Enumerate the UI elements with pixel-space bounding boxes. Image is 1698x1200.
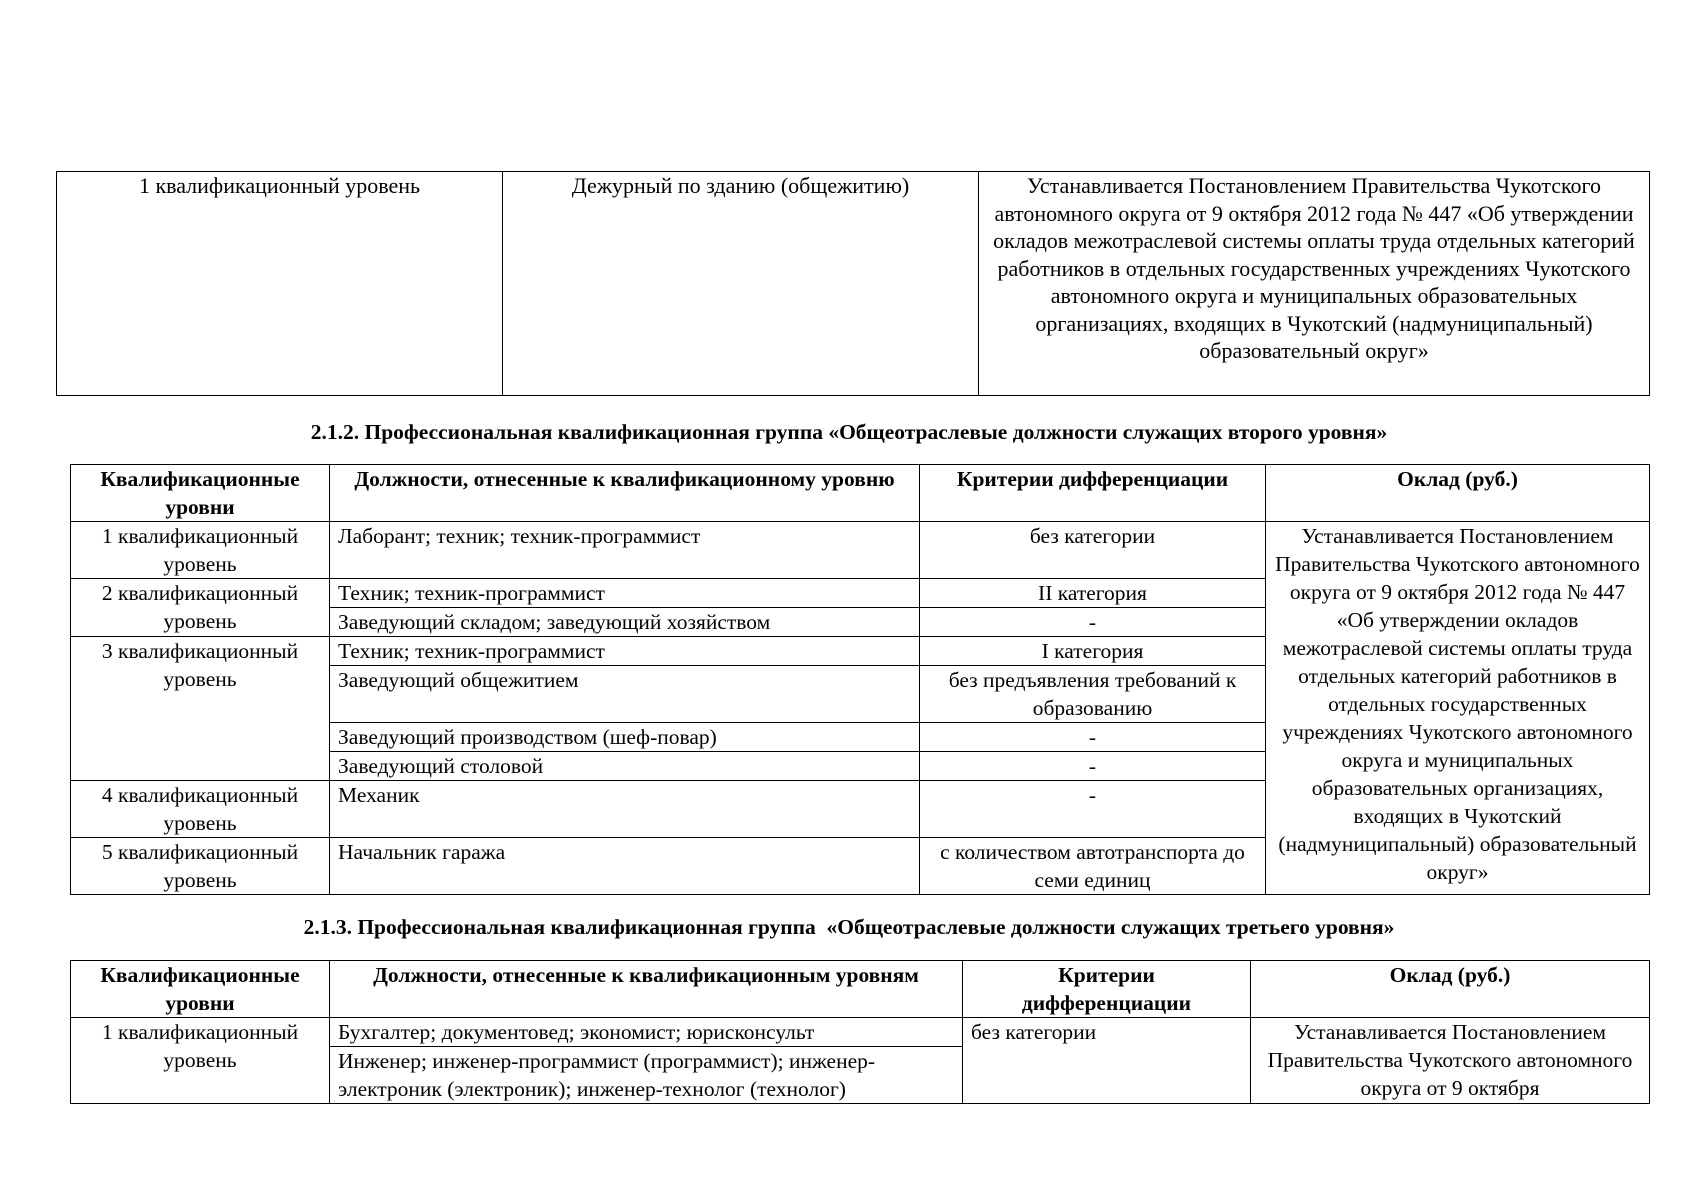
criteria-cell: без категории xyxy=(963,1018,1251,1104)
level-cell: 5 квалификационный уровень xyxy=(71,838,330,895)
position-cell: Начальник гаража xyxy=(330,838,920,895)
position-cell: Лаборант; техник; техник-программист xyxy=(330,522,920,579)
table-row xyxy=(71,522,1650,579)
header-criteria: Критерии дифференциации xyxy=(920,465,1266,522)
header-levels: Квалификационные уровни xyxy=(71,465,330,522)
criteria-cell: - xyxy=(920,723,1266,752)
header-positions: Должности, отнесенные к квалификационным уровням xyxy=(330,961,963,1018)
criteria-cell: - xyxy=(920,752,1266,781)
table-section-212 xyxy=(70,464,1650,895)
header-levels: Квалификационные уровни xyxy=(71,961,330,1018)
table-row xyxy=(71,1018,1650,1047)
header-positions: Должности, отнесенные к квалификационному уровню xyxy=(330,465,920,522)
position-cell: Техник; техник-программист xyxy=(330,579,920,608)
level-cell: 2 квалификационный уровень xyxy=(71,579,330,637)
position-cell: Механик xyxy=(330,781,920,838)
level-cell: 4 квалификационный уровень xyxy=(71,781,330,838)
header-criteria: Критерии дифференциации xyxy=(963,961,1251,1018)
section-212-heading: 2.1.2. Профессиональная квалификационная группа «Общеотраслевые должности служащих второго уровня» xyxy=(310,420,1388,444)
criteria-cell: с количеством автотранспорта до семи единиц xyxy=(920,838,1266,895)
table-first-level-continuation xyxy=(56,171,1650,396)
criteria-cell: - xyxy=(920,608,1266,637)
position-cell: Дежурный по зданию (общежитию) xyxy=(503,172,979,396)
criteria-cell: без категории xyxy=(920,522,1266,579)
header-salary: Оклад (руб.) xyxy=(1266,465,1650,522)
position-cell: Заведующий производством (шеф-повар) xyxy=(330,723,920,752)
table-row xyxy=(57,172,1650,396)
salary-cell: Устанавливается Постановлением Правительства Чукотского автономного округа от 9 октября 2012 года № 447 «Об утверждении окладов межотраслевой системы оплаты труда отдельных категорий работников в отдельных государственных учреждениях Чукотского автономного округа и муниципальных образовательных организациях, входящих в Чукотский (надмуниципальный) образовательный округ» xyxy=(1266,522,1650,895)
position-cell: Бухгалтер; документовед; экономист; юрисконсульт xyxy=(330,1018,963,1047)
position-cell: Заведующий общежитием xyxy=(330,666,920,723)
criteria-cell: II категория xyxy=(920,579,1266,608)
table-section-213 xyxy=(70,960,1650,1104)
salary-cell: Устанавливается Постановлением Правительства Чукотского автономного округа от 9 октября 2012 года № 447 «Об утверждении окладов межотраслевой системы оплаты труда отдельных категорий работников в отдельных государственных учреждениях Чукотского автономного округа и муниципальных образовательных организациях, входящих в Чукотский (надмуниципальный) образовательный округ» xyxy=(979,172,1650,396)
section-213-heading: 2.1.3. Профессиональная квалификационная группа «Общеотраслевые должности служащих третьего уровня» xyxy=(303,915,1395,939)
criteria-cell: - xyxy=(920,781,1266,838)
level-cell: 1 квалификационный уровень xyxy=(71,522,330,579)
level-cell: 3 квалификационный уровень xyxy=(71,637,330,781)
criteria-cell: без предъявления требований к образованию xyxy=(920,666,1266,723)
position-cell: Заведующий столовой xyxy=(330,752,920,781)
level-cell: 1 квалификационный уровень xyxy=(57,172,503,396)
position-cell: Заведующий складом; заведующий хозяйством xyxy=(330,608,920,637)
level-cell: 1 квалификационный уровень xyxy=(71,1018,330,1104)
position-cell: Инженер; инженер-программист (программист); инженер-электроник (электроник); инженер-технолог (технолог) xyxy=(330,1047,963,1104)
position-cell: Техник; техник-программист xyxy=(330,637,920,666)
salary-cell: Устанавливается Постановлением Правительства Чукотского автономного округа от 9 октября xyxy=(1251,1018,1650,1104)
table-header-row xyxy=(71,961,1650,1018)
header-salary: Оклад (руб.) xyxy=(1251,961,1650,1018)
criteria-cell: I категория xyxy=(920,637,1266,666)
table-header-row xyxy=(71,465,1650,522)
